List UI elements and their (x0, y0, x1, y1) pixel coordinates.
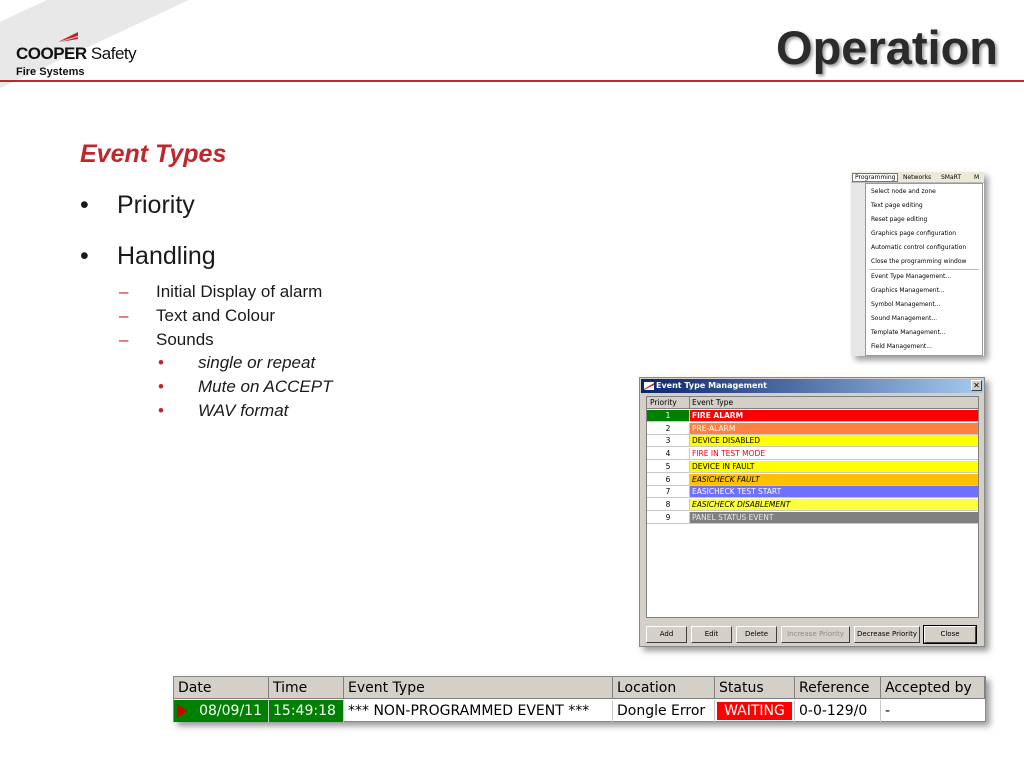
menu-item-text-page-editing[interactable]: Text page editing (871, 202, 923, 209)
event-type-cell: FIRE IN TEST MODE (690, 448, 978, 459)
sub-bullet-dash: – (119, 282, 129, 301)
reference-cell[interactable]: 0-0-129/0 (795, 700, 881, 722)
column-header-time[interactable]: Time (269, 677, 344, 699)
event-type-management-dialog (639, 377, 985, 647)
priority-cell: 8 (647, 499, 690, 510)
event-type-row[interactable] (647, 410, 978, 422)
menu-item-close-programming[interactable]: Close the programming window (871, 258, 967, 265)
column-header-location[interactable]: Location (613, 677, 715, 699)
section-heading: Event Types (80, 140, 227, 168)
sub-sub-bullet-text: single or repeat (198, 353, 316, 372)
priority-cell: 1 (647, 410, 690, 421)
menu-bar (851, 172, 984, 183)
column-header-priority[interactable]: Priority (650, 398, 677, 407)
bullet-dot: • (80, 242, 89, 270)
sub-bullet-item (119, 330, 419, 350)
logo-subtitle: Fire Systems (16, 66, 85, 78)
event-type-cell: EASICHECK FAULT (690, 474, 978, 485)
sub-sub-bullet-item (158, 401, 418, 421)
menu-separator (869, 269, 979, 270)
sub-bullet-item (119, 306, 419, 326)
event-type-cell: FIRE ALARM (690, 410, 978, 421)
sub-sub-bullet-text: WAV format (198, 401, 289, 420)
bullet-item (80, 242, 280, 272)
programming-dropdown (865, 183, 983, 356)
event-type-cell: PRE-ALARM (690, 423, 978, 434)
event-type-cell: EASICHECK DISABLEMENT (690, 499, 978, 510)
logo-mark-icon (58, 30, 78, 42)
priority-cell: 3 (647, 435, 690, 446)
sub-bullet-text: Initial Display of alarm (156, 282, 323, 301)
menu-item-symbol-management[interactable]: Symbol Management... (871, 301, 941, 308)
sub-sub-bullet-dot: • (158, 377, 164, 396)
list-header (647, 397, 978, 409)
menu-item-graphics-page-config[interactable]: Graphics page configuration (871, 230, 957, 237)
bullet-dot: • (80, 191, 89, 219)
event-type-cell: DEVICE IN FAULT (690, 461, 978, 472)
menu-programming[interactable]: Programming (852, 173, 898, 182)
location-cell[interactable]: Dongle Error (613, 700, 715, 722)
event-type-cell: DEVICE DISABLED (690, 435, 978, 446)
sub-bullet-dash: – (119, 306, 129, 325)
status-cell[interactable] (715, 700, 795, 722)
bullet-item (80, 191, 280, 221)
event-type-row[interactable] (647, 461, 978, 473)
app-icon (644, 382, 654, 390)
menu-item-field-management[interactable]: Field Management... (871, 343, 933, 350)
column-header-accepted-by[interactable]: Accepted by (881, 677, 985, 699)
close-button[interactable]: Close (924, 626, 976, 643)
header-divider (0, 80, 1024, 82)
event-type-row[interactable] (647, 499, 978, 511)
event-type-row[interactable] (647, 435, 978, 447)
event-log-table (173, 676, 986, 722)
menu-item-automatic-control[interactable]: Automatic control configuration (871, 244, 967, 251)
increase-priority-button[interactable]: Increase Priority (781, 626, 850, 643)
menu-smart[interactable]: SMaRT (941, 174, 962, 181)
priority-cell: 2 (647, 423, 690, 434)
menu-more[interactable]: M (974, 174, 980, 181)
status-badge: WAITING (717, 702, 792, 720)
delete-button[interactable]: Delete (736, 626, 777, 643)
sub-bullet-dash: – (119, 330, 129, 349)
add-button[interactable]: Add (646, 626, 687, 643)
priority-cell: 5 (647, 461, 690, 472)
event-type-row[interactable] (647, 512, 978, 524)
event-type-row[interactable] (647, 474, 978, 486)
event-type-row[interactable] (647, 486, 978, 498)
edit-button[interactable]: Edit (691, 626, 732, 643)
priority-cell: 9 (647, 512, 690, 523)
event-type-cell: EASICHECK TEST START (690, 486, 978, 497)
sub-sub-bullet-text: Mute on ACCEPT (198, 377, 333, 396)
column-header-event-type[interactable]: Event Type (344, 677, 613, 699)
sub-sub-bullet-dot: • (158, 353, 164, 372)
sub-sub-bullet-item (158, 353, 418, 373)
menu-gutter (851, 183, 865, 356)
event-type-row[interactable] (647, 448, 978, 460)
event-type-list[interactable] (646, 396, 979, 618)
close-icon[interactable]: ✕ (971, 380, 982, 391)
accepted-by-cell[interactable]: - (885, 703, 891, 719)
priority-cell: 7 (647, 486, 690, 497)
dialog-title: Event Type Management (656, 381, 767, 390)
priority-cell: 6 (647, 474, 690, 485)
date-value: 08/09/11 (199, 703, 262, 719)
column-header-date[interactable]: Date (174, 677, 269, 699)
programming-menu-screenshot (851, 172, 984, 356)
event-type-cell[interactable]: *** NON-PROGRAMMED EVENT *** (344, 700, 613, 722)
date-cell[interactable] (174, 700, 269, 722)
menu-item-template-management[interactable]: Template Management... (871, 329, 946, 336)
play-icon (177, 704, 187, 718)
sub-sub-bullet-dot: • (158, 401, 164, 420)
menu-networks[interactable]: Networks (903, 174, 932, 181)
sub-sub-bullet-item (158, 377, 418, 397)
event-type-row[interactable] (647, 423, 978, 435)
page-title: Operation (776, 21, 998, 74)
bullet-text: Priority (117, 191, 195, 219)
menu-item-reset-page-editing[interactable]: Reset page editing (871, 216, 928, 223)
menu-item-event-type-management[interactable]: Event Type Management... (871, 273, 952, 280)
dialog-titlebar[interactable] (641, 379, 983, 393)
sub-bullet-text: Text and Colour (156, 306, 276, 325)
column-header-reference[interactable]: Reference (795, 677, 881, 699)
logo-brand: COOPER Safety (16, 44, 137, 63)
menu-item-graphics-management[interactable]: Graphics Management... (871, 287, 945, 294)
priority-cell: 4 (647, 448, 690, 459)
event-type-cell: PANEL STATUS EVENT (690, 512, 978, 523)
menu-item-sound-management[interactable]: Sound Management... (871, 315, 938, 322)
sub-bullet-text: Sounds (156, 330, 214, 349)
bullet-text: Handling (117, 242, 216, 270)
column-header-event-type[interactable]: Event Type (692, 398, 734, 407)
decrease-priority-button[interactable]: Decrease Priority (854, 626, 920, 643)
column-divider (689, 397, 690, 409)
menu-item-select-node[interactable]: Select node and zone (871, 188, 936, 195)
sub-bullet-item (119, 282, 419, 302)
column-header-status[interactable]: Status (715, 677, 795, 699)
time-cell[interactable]: 15:49:18 (269, 700, 344, 722)
